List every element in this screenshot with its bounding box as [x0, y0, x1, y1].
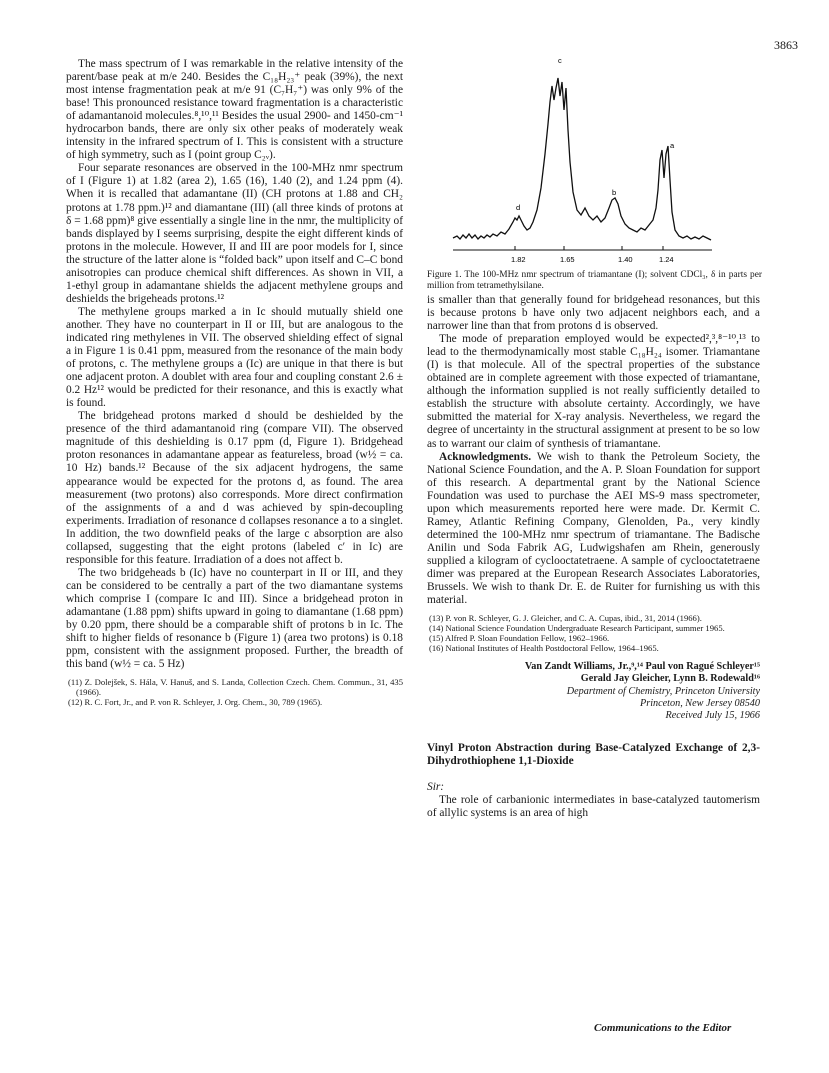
author-line: Van Zandt Williams, Jr.,⁹,¹⁴ Paul von Ragué Schleyer¹⁵ — [524, 661, 760, 673]
paragraph: The role of carbanionic intermediates in base-catalyzed tautomerism of allylic systems is an area of high — [427, 793, 760, 819]
paragraph: The bridgehead protons marked d should be deshielded by the presence of the third adamantanoid ring (compare VII). The observed magnitude of this deshielding is 0.17 ppm (d, Figure 1). Bridgehead proton resonances in adamantane appear as featureless, broad (w½ = ca. 10 Hz) bands.¹² Because of the six adjacent hydrogens, the same appearance would be expected for the protons d, as found. The area measurement (two protons) also corresponds. More direct confirmation of the assignments of a and d was achieved by spin-decoupling experiments. Irradiation of resonance d collapses resonance a to a singlet. In addition, the two downfield peaks of the large c absorption are also collapsed, suggesting that the eight protons (labeled c′ in Ic) are responsible for this feature. Irradiation of a does not affect b. — [66, 410, 403, 566]
peak-label-c: c — [558, 56, 562, 65]
salutation: Sir: — [427, 780, 445, 793]
tick-label: 1.82 — [511, 255, 526, 264]
paragraph: The two bridgeheads b (Ic) have no counterpart in II or III, and they can be considered to be centrally a part of the two diamantane systems which comprise I (compare Ic and III). Since a bridgehead proton in adamantane (1.88 ppm) shifts upward in going to diamantane (1.68 ppm) by 0.20 ppm, there should be a comparable shift of protons b in Ic. The shift to higher fields of resonance b (Figure 1) (area two protons) is 0.18 ppm, consistent with the assignment proposed. Further, the breadth of this band (w½ = ca. 5 Hz) — [66, 566, 403, 671]
peak-label-a: a — [670, 141, 675, 150]
author-line: Gerald Jay Gleicher, Lynn B. Rodewald¹⁶ — [580, 673, 760, 685]
footnote: (13) P. von R. Schleyer, G. J. Gleicher, and C. A. Cupas, ibid., 31, 2014 (1966). — [429, 613, 702, 624]
nmr-spectrum-plot — [427, 50, 762, 270]
tick-label: 1.40 — [618, 255, 633, 264]
tick-label: 1.65 — [560, 255, 575, 264]
footnote: (14) National Science Foundation Undergraduate Research Participant, summer 1965. — [429, 623, 725, 634]
paragraph: The mass spectrum of I was remarkable in the relative intensity of the parent/base peak at m/e 240. Besides the C₁₈H₂₃⁺ peak (39%), the next most intense fragmentation peak at m/e 91 (C₇H₇⁺) was only 9% of the base! This pronounced resistance toward fragmentation is a characteristic of adamantanoid molecules.⁸,¹⁰,¹¹ Besides the usual 2900- and 1450-cm⁻¹ hydrocarbon bands, there are only six other peaks of moderately weak intensity in the infrared spectrum of I. This is consistent with a structure of high symmetry, such as I (point group C₂ᵥ). — [66, 58, 403, 162]
footer: Communications to the Editor — [594, 1022, 732, 1034]
tick-label: 1.24 — [659, 255, 674, 264]
peak-label-b: b — [612, 188, 617, 197]
footnote: (11) Z. Dolejšek, S. Hála, V. Hanuš, and S. Landa, Collection Czech. Chem. Commun., 31, 435 (1966). — [68, 677, 403, 698]
spectrum-trace — [453, 78, 711, 240]
footnote: (12) R. C. Fort, Jr., and P. von R. Schleyer, J. Org. Chem., 30, 789 (1965). — [68, 697, 323, 708]
right-column — [427, 294, 760, 820]
footnotes — [66, 677, 403, 707]
left-column — [66, 58, 403, 707]
paragraph: is smaller than that generally found for bridgehead resonances, but this is because protons b have only two adjacent neighbors each, and a narrower line than that from protons d is observed. — [427, 294, 760, 333]
acknowledgments-text: We wish to thank the Petroleum Society, the National Science Foundation, and the A. P. Sloan Foundation for support of this research. A departmental grant by the National Science Foundation was used to purchase the AEI MS-9 mass spectrometer, upon which measurements reported here were made. Dr. Kermit C. Ramey, Atlantic Refining Company, Glenolden, Pa., very kindly determined the 100-MHz nmr spectrum of triamantane. The Badische Anilin und Soda Fabrik AG, Ludwigshafen am Rhein, generously supplied a kilogram of cyclooctatetraene. A sample of cyclooctatetraene dimer was prepared at the European Research Associates Laboratories, Brussels. We wish to thank Dr. E. de Ruiter for furnishing us with this material. — [427, 450, 760, 607]
acknowledgments — [427, 451, 760, 608]
nmr-figure — [427, 50, 762, 294]
footnotes — [427, 613, 760, 653]
page-number: 3863 — [774, 38, 798, 52]
affiliation: Princeton, New Jersey 08540 — [640, 697, 760, 709]
received-date: Received July 15, 1966 — [665, 709, 760, 721]
paragraph: The mode of preparation employed would be expected²,³,⁸⁻¹⁰,¹³ to lead to the thermodynamically most stable C₁₈H₂₄ isomer. Triamantane (I) is that molecule. All of the spectral properties of the substance obtained are in complete agreement with those expected of triamantane, although the information supplied is not really sufficiently detailed to establish the structure with absolute certainty. Accordingly, we have submitted the material for X-ray analysis. Nevertheless, we regard the degree of uncertainty in the structural assignment at present to be so low as to warrant our claim of synthesis of triamantane. — [427, 333, 760, 450]
article-title: Vinyl Proton Abstraction during Base-Catalyzed Exchange of 2,3-Dihydrothiophene 1,1-Dioxide — [427, 742, 760, 768]
acknowledgments-heading: Acknowledgments. — [439, 450, 532, 463]
paragraph: Four separate resonances are observed in the 100-MHz nmr spectrum of I (Figure 1) at 1.82 (area 2), 1.65 (16), 1.40 (2), and 1.24 ppm (4). When it is recalled that adamantane (II) (CH protons at 1.88 and CH₂ protons at 1.78 ppm.)¹² and diamantane (III) (all three kinds of protons at δ = 1.68 ppm)⁸ give essentially a single line in the nmr, the multiplicity of bands displayed by I seems surprising, despite the eight different kinds of protons in the molecule. However, II and III are poor models for I, since the structure of the latter alone is “folded back” upon itself and C–C bond anisotropies can produce chemical shift differences. As shown in VII, a 1-ethyl group in adamantane shields the adjacent methylene groups and deshields the brigeheads protons.¹² — [66, 162, 403, 305]
footnote: (16) National Institutes of Health Postdoctoral Fellow, 1964–1965. — [429, 643, 659, 654]
peak-label-d: d — [516, 203, 521, 212]
signature-block — [427, 661, 760, 722]
footnote: (15) Alfred P. Sloan Foundation Fellow, 1962–1966. — [429, 633, 610, 644]
paragraph: The methylene groups marked a in Ic should mutually shield one another. They have no counterpart in II or III, but are analogous to the indicated ring methylenes in VII. The observed shielding effect of signal a in Figure 1 is 0.41 ppm, measured from the resonance of the main body of protons, c. The methylene groups a (Ic) are unique in that there is but one adjacent proton. A doublet with area four and coupling constant 2.6 ± 0.2 Hz¹² would be predicted for their resonance, and this is exactly what is found. — [66, 305, 403, 410]
affiliation: Department of Chemistry, Princeton University — [566, 685, 760, 697]
figure-caption: Figure 1. The 100-MHz nmr spectrum of triamantane (I); solvent CDCl₃, δ in parts per million from tetramethylsilane. — [427, 270, 762, 291]
